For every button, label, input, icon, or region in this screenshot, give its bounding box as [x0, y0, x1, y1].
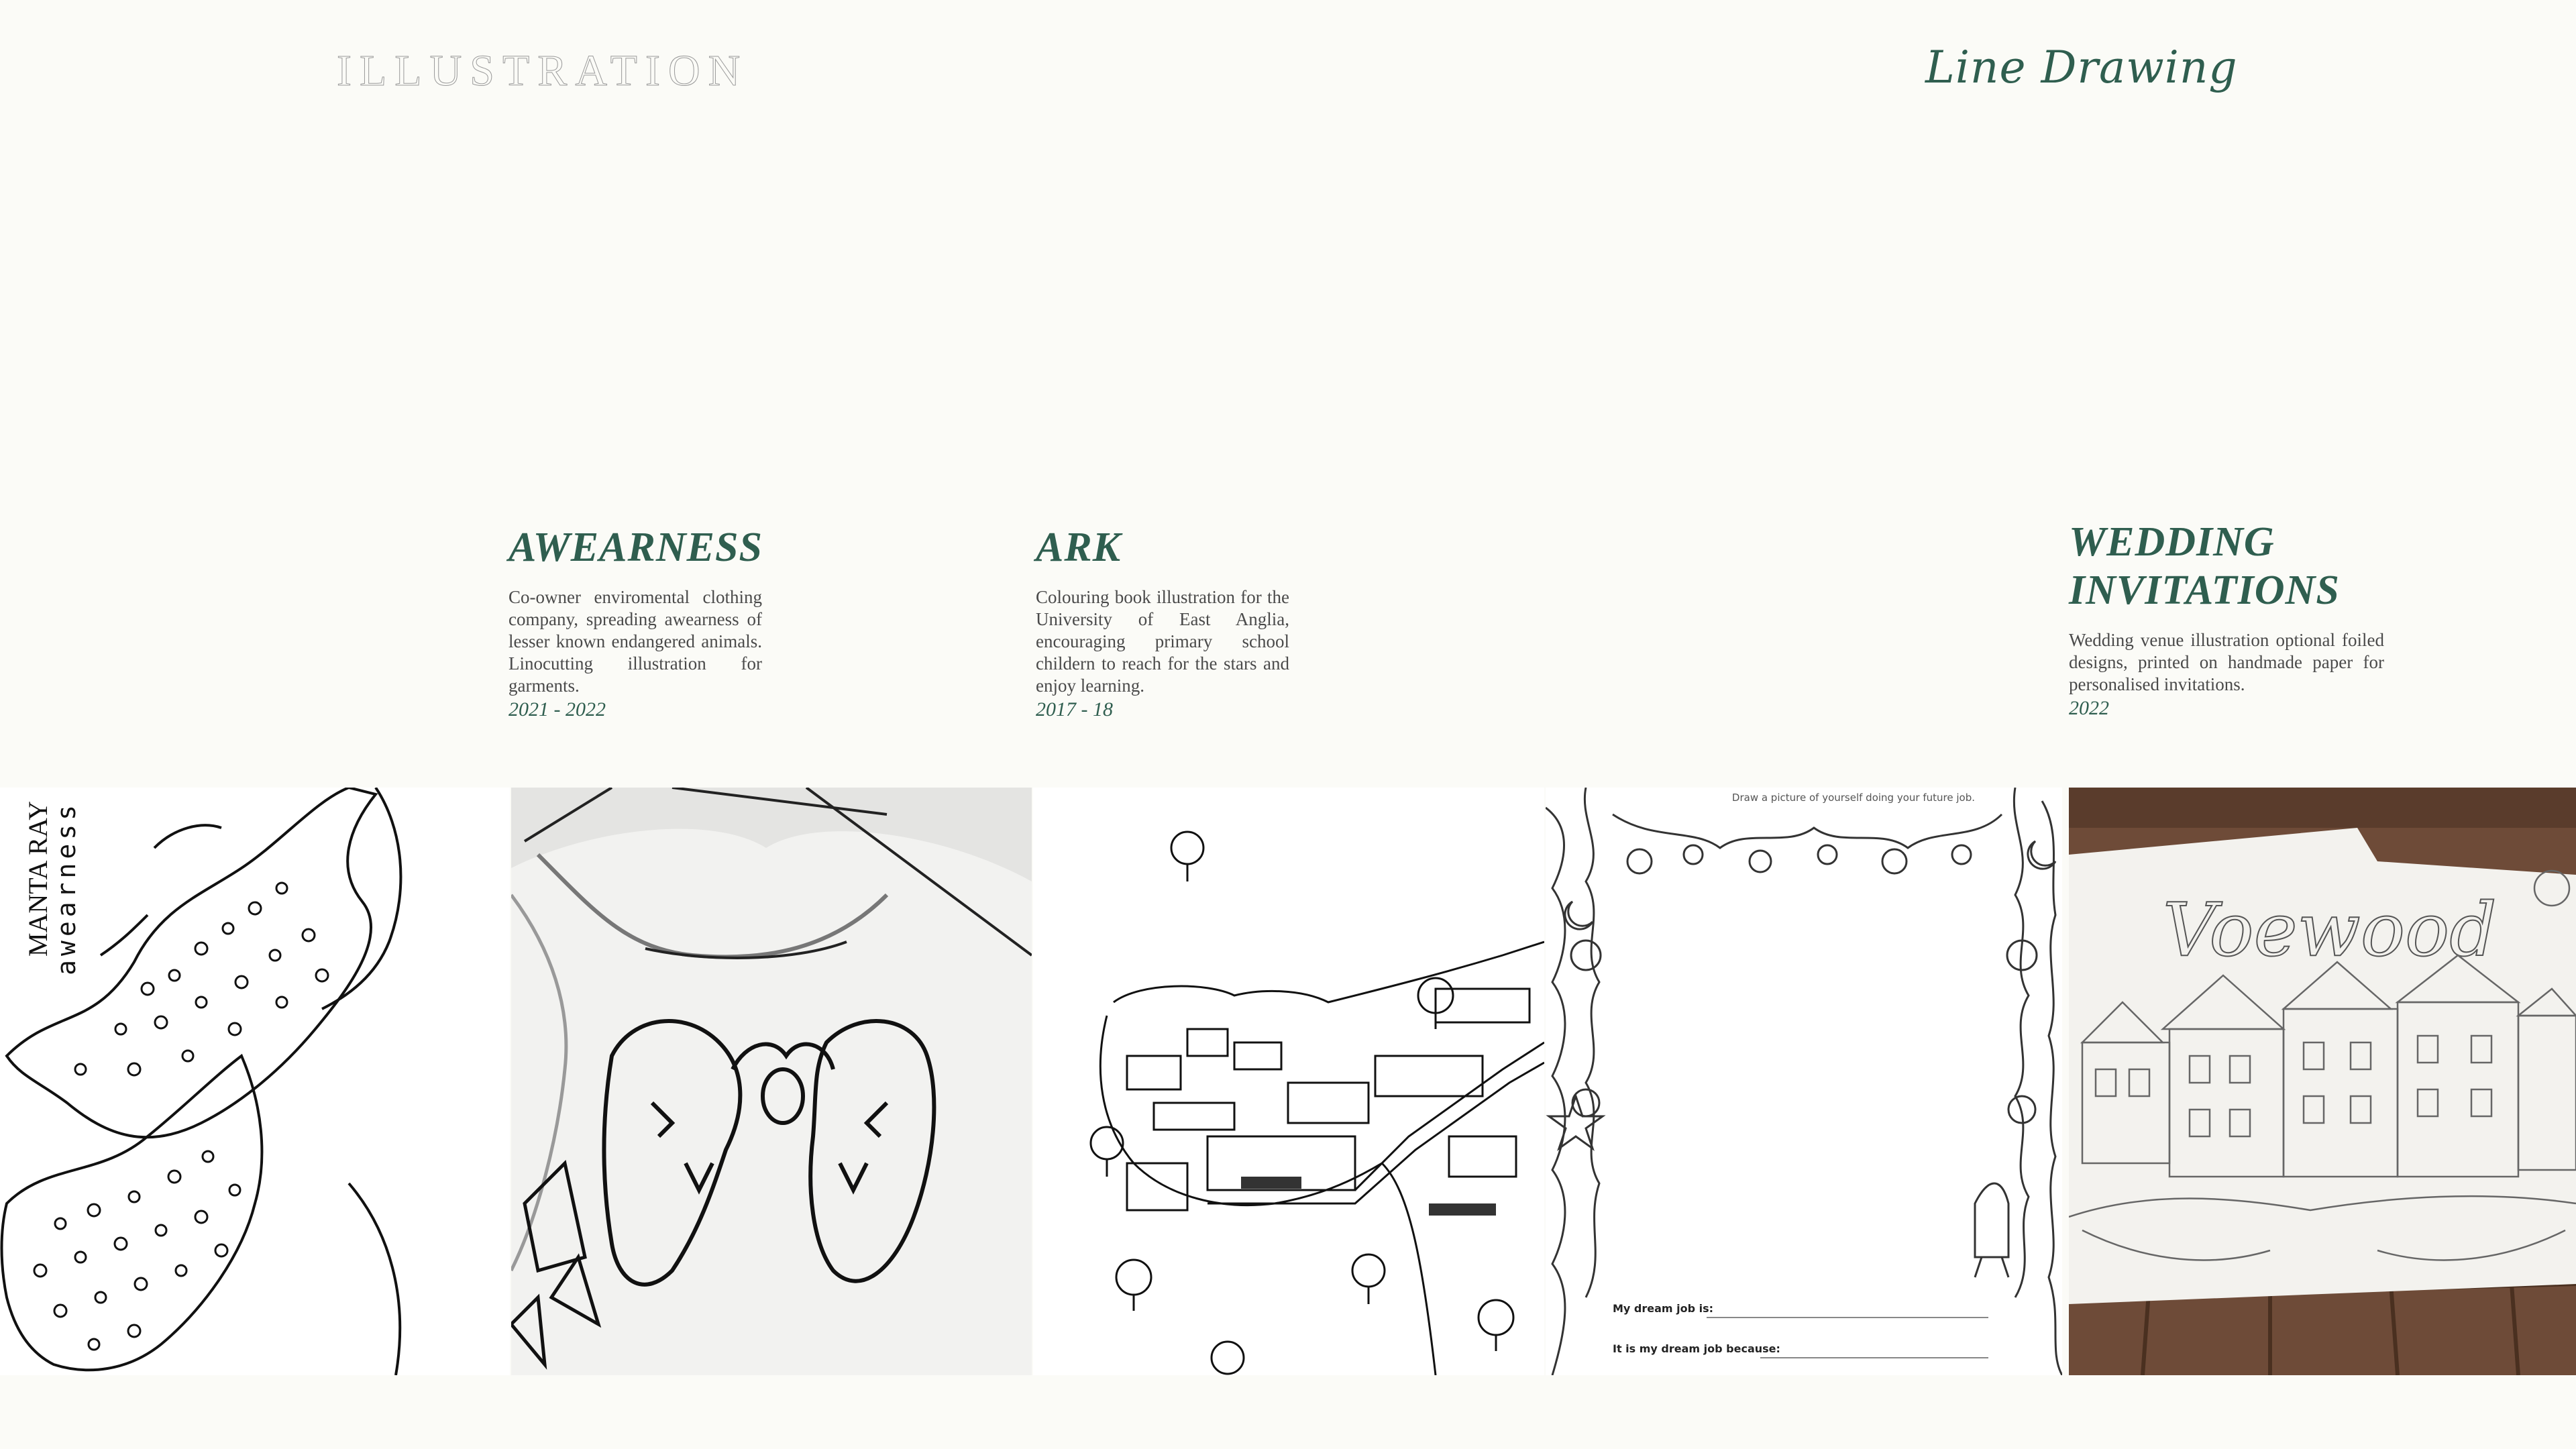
- project-description: Wedding venue illustration optional foiled designs, printed on handmade paper for personalised invitations.: [2069, 630, 2384, 694]
- project-title: WEDDING INVITATIONS: [2069, 519, 2340, 613]
- manta-brand-text: awearness: [52, 801, 81, 975]
- worksheet-prompt: Draw a picture of yourself doing your future job.: [1731, 792, 1975, 804]
- project-years: 2022: [2069, 697, 2109, 719]
- section-title: ILLUSTRATION: [337, 46, 749, 95]
- category-label: Line Drawing: [1925, 42, 2238, 93]
- project-years: 2021 - 2022: [508, 698, 606, 720]
- project-years: 2017 - 18: [1036, 698, 1113, 720]
- wedding-venue-photo: [2069, 788, 2576, 1375]
- project-title: ARK: [1036, 525, 1122, 570]
- project-wedding-invitations: [2069, 518, 2384, 720]
- venue-lettering: Voewood: [2163, 887, 2497, 973]
- project-ark: [1036, 523, 1289, 721]
- project-description: Co-owner enviromental clothing company, spreading awearness of lesser known endangered animals. Linocutting illustration for garments.: [508, 587, 762, 696]
- project-description: Colouring book illustration for the University of East Anglia, encouraging primary school childern to reach for the stars and enjoy learning.: [1036, 587, 1289, 696]
- illustration-image-strip: [0, 788, 2576, 1375]
- garment-photo: [511, 788, 1032, 1375]
- worksheet-line-2: It is my dream job because:: [1613, 1342, 1780, 1355]
- manta-handwritten-text: MANTA RAY: [23, 801, 53, 957]
- project-title: AWEARNESS: [508, 525, 763, 570]
- project-awearness: [508, 523, 762, 721]
- campus-map-illustration: [1033, 788, 1544, 1375]
- worksheet-line-1: My dream job is:: [1613, 1302, 1714, 1315]
- colouring-worksheet: [1546, 788, 2062, 1375]
- manta-ray-illustration: [0, 788, 510, 1375]
